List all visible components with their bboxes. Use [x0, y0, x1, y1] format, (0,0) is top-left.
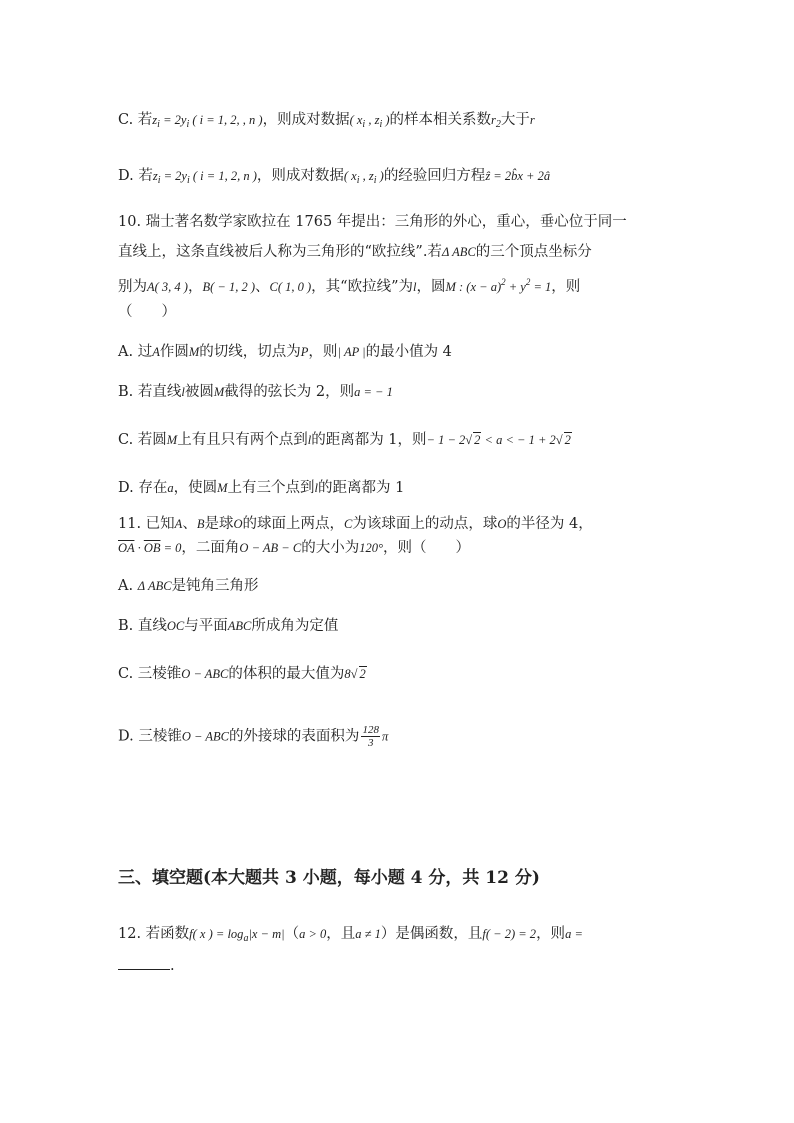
q11-option-a[interactable]: A. Δ ABC是钝角三角形	[118, 578, 259, 594]
q10-option-d[interactable]: D. 存在a，使圆M上有三个点到l的距离都为 1	[118, 480, 405, 496]
q10-line2: 直线上，这条直线被后人称为三角形的“欧拉线”.若Δ ABC的三个顶点坐标分	[118, 244, 592, 260]
math-regression: ẑ = 2b̂x + 2â	[485, 169, 551, 183]
q11-option-c[interactable]: C. 三棱锥O − ABC的体积的最大值为8√ 2	[118, 666, 366, 682]
q10-line1: 10. 瑞士著名数学家欧拉在 1765 年提出：三角形的外心，重心，垂心位于同一	[118, 214, 627, 230]
math-r2: $r_2$	[491, 113, 501, 130]
math-pair: ( $x_i$ , $z_i$ )	[349, 113, 390, 130]
q11-line1: 11. 已知A、B是球O的球面上两点，C为该球面上的动点，球O的半径为 4，	[118, 516, 593, 532]
q10-option-c[interactable]: C. 若圆M上有且只有两个点到l的距离都为 1，则− 1 − 2√ 2 < a < − 1 + 2√ 2	[118, 432, 571, 448]
q11-option-b[interactable]: B. 直线OC与平面ABC所成角为定值	[118, 618, 339, 634]
q10-option-a[interactable]: A. 过A作圆M的切线，切点为P，则| AP |的最小值为 4	[118, 344, 452, 360]
q11-line2: $\overline{OA} \cdot \overline{OB} = 0$，二面角O − AB − C的大小为120°，则（ ）	[118, 540, 470, 556]
section-heading-fill-in: 三、填空题(本大题共 3 小题，每小题 4 分，共 12 分)	[118, 868, 540, 888]
q10-line3: 别为A( 3, 4 )，B( − 1, 2 )、C( 1, 0 )，其“欧拉线”为l，圆M : $(x - a)^2 + y^2 = 1$，则	[118, 277, 581, 295]
math-pair: ( $x_i$ , $z_i$ )	[343, 169, 384, 186]
math-z-eq-2y: $z_i = 2y_i$ ( i = 1, 2, n )	[152, 169, 257, 186]
math-z-eq-2y: $z_i = 2y_i$ ( i = 1, 2, , n )	[152, 113, 263, 130]
fraction-128-3: $\frac{128}{3}$	[362, 724, 379, 749]
q12-line1: 12. 若函数f( x ) = $\log_a|x - m|(a > 0$，且a ≠ 1）是偶函数，且f( − 2) = 2，则a =	[118, 926, 583, 944]
q9-option-c[interactable]: C. 若$z_i = 2y_i$ ( i = 1, 2, , n )，则成对数据( $x_i$ , $z_i$ )的样本相关系数$r_2$大于r	[118, 112, 535, 130]
q12-answer-blank[interactable]: .	[118, 956, 678, 976]
q10-option-b[interactable]: B. 若直线l被圆M截得的弦长为 2，则a = − 1	[118, 384, 393, 400]
math-r: r	[529, 113, 535, 127]
q11-option-d[interactable]: D. 三棱锥O − ABC的外接球的表面积为 $\frac{128}{3}$ π	[118, 724, 389, 749]
q9-option-d[interactable]: D. 若$z_i = 2y_i$ ( i = 1, 2, n )，则成对数据( $x_i$ , $z_i$ )的经验回归方程ẑ = 2b̂x + 2â	[118, 168, 551, 186]
answer-blank[interactable]	[118, 969, 170, 970]
q10-answer-paren: （ ）	[118, 304, 176, 320]
